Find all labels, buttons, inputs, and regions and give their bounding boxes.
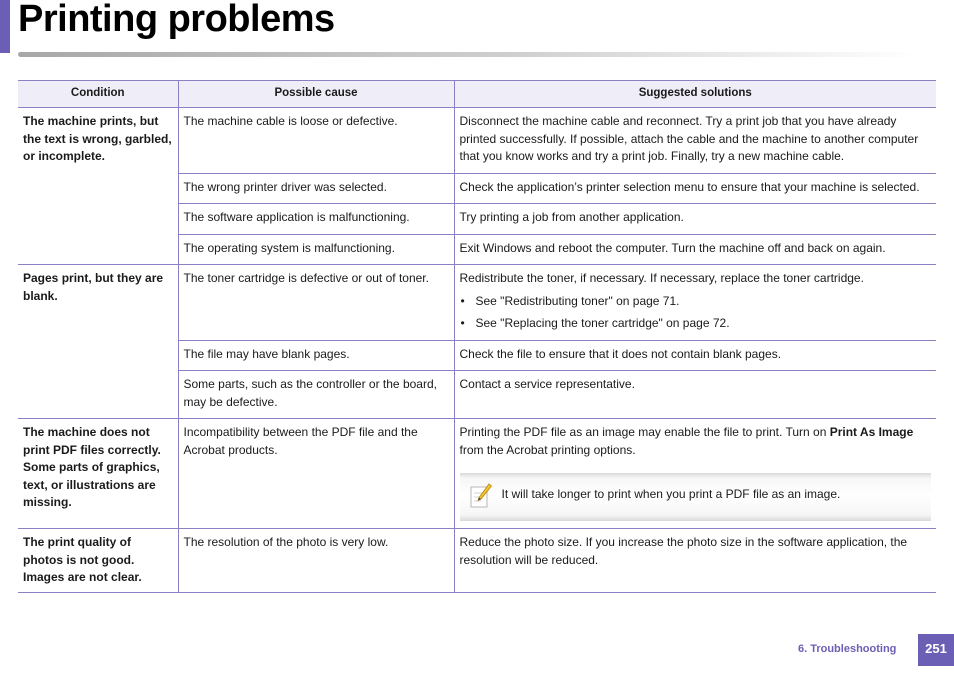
cause-cell: The toner cartridge is defective or out of toner.: [178, 265, 454, 341]
solution-cell: [454, 419, 936, 529]
troubleshooting-table: [18, 80, 936, 593]
solution-cell: Disconnect the machine cable and reconnect. Try a print job that you have already printed successfully. If possible, attach the cable and the machine to another computer that you know works and try a print job. Finally, try a new machine cable.: [454, 108, 936, 174]
note-pencil-icon: [470, 483, 492, 509]
page-title: Printing problems: [18, 0, 335, 40]
solution-text: Redistribute the toner, if necessary. If necessary, replace the toner cartridge.: [459, 271, 864, 285]
condition-cell: Pages print, but they are blank.: [18, 265, 178, 419]
note-box: [460, 473, 932, 521]
title-underline: [18, 52, 918, 57]
table-row: [18, 529, 936, 593]
print-as-image-option: Print As Image: [829, 425, 914, 439]
solution-text: [460, 424, 932, 459]
cause-cell: The machine cable is loose or defective.: [178, 108, 454, 174]
table-row: [18, 265, 936, 341]
table-header-row: [18, 81, 936, 108]
solution-cell: Contact a service representative.: [454, 371, 936, 419]
page-number: 251: [918, 634, 954, 666]
cause-cell: The software application is malfunctioning.: [178, 204, 454, 235]
solution-cell: Check the application’s printer selection menu to ensure that your machine is selected.: [454, 173, 936, 204]
note-text: It will take longer to print when you print a PDF file as an image.: [501, 487, 841, 501]
cause-cell: Some parts, such as the controller or the board, may be defective.: [178, 371, 454, 419]
bullet-item: • See "Redistributing toner" on page 71.: [460, 293, 932, 311]
solution-bullet-list: [460, 293, 932, 333]
footer-section-label: 6. Troubleshooting: [798, 643, 897, 655]
column-header-condition: Condition: [18, 81, 178, 108]
cause-cell: The resolution of the photo is very low.: [178, 529, 454, 593]
solution-text-part: from the Acrobat printing options.: [459, 442, 636, 457]
condition-cell: The print quality of photos is not good. Images are not clear.: [18, 529, 178, 593]
solution-cell: Try printing a job from another application.: [454, 204, 936, 235]
solution-cell: Check the file to ensure that it does not contain blank pages.: [454, 340, 936, 371]
cause-cell: The file may have blank pages.: [178, 340, 454, 371]
solution-text-part: Printing the PDF file as an image may enable the file to print. Turn on: [459, 425, 830, 439]
condition-cell: The machine does not print PDF files correctly. Some parts of graphics, text, or illustrations are missing.: [18, 419, 178, 529]
condition-cell: The machine prints, but the text is wrong, garbled, or incomplete.: [18, 108, 178, 265]
solution-cell: Reduce the photo size. If you increase the photo size in the software application, the resolution will be reduced.: [454, 529, 936, 593]
cause-cell: The operating system is malfunctioning.: [178, 234, 454, 265]
cause-cell: Incompatibility between the PDF file and the Acrobat products.: [178, 419, 454, 529]
title-accent-bar: [0, 0, 10, 53]
solution-cell: Exit Windows and reboot the computer. Turn the machine off and back on again.: [454, 234, 936, 265]
table-row: [18, 419, 936, 529]
column-header-solution: Suggested solutions: [454, 81, 936, 108]
column-header-cause: Possible cause: [178, 81, 454, 108]
table-row: [18, 108, 936, 174]
solution-cell: [454, 265, 936, 341]
bullet-item: • See "Replacing the toner cartridge" on page 72.: [460, 315, 932, 333]
cause-cell: The wrong printer driver was selected.: [178, 173, 454, 204]
